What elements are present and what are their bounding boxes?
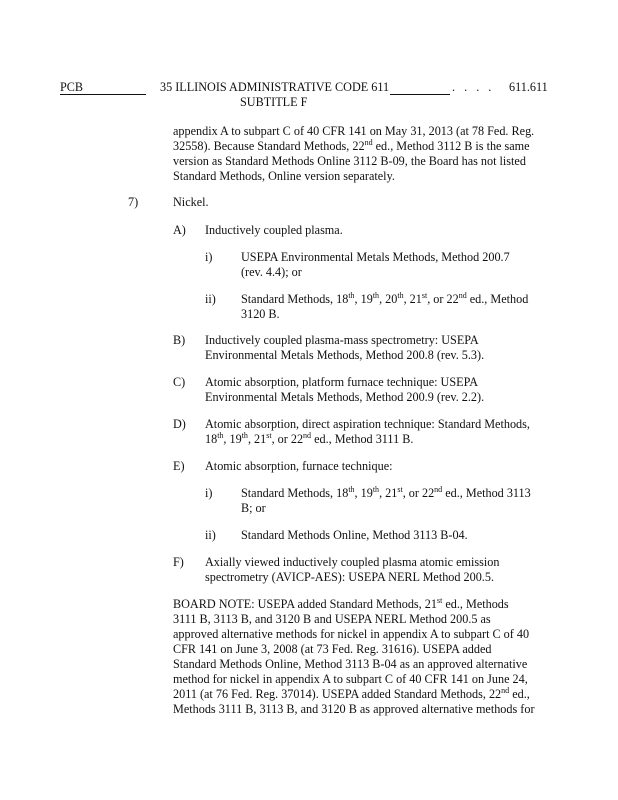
intro-line: appendix A to subpart C of 40 CFR 141 on May 31, 2013 (at 78 Fed. Reg.	[173, 124, 535, 138]
t: , or 22	[271, 432, 304, 446]
A-ii-text	[241, 292, 528, 322]
A-label: A)	[173, 223, 186, 237]
t: 18	[205, 432, 218, 446]
line: Environmental Metals Methods, Method 200.9 (rev. 2.2).	[205, 390, 485, 404]
t: , 21	[247, 432, 267, 446]
item-7-title: Nickel.	[173, 195, 209, 209]
header-rule-left	[60, 94, 146, 95]
header-section: 611.611	[509, 80, 548, 94]
line: Methods 3111 B, 3113 B, and 3120 B as approved alternative methods for	[173, 702, 535, 716]
sup: st	[397, 484, 403, 494]
A-text: Inductively coupled plasma.	[205, 223, 343, 237]
line: Inductively coupled plasma-mass spectrometry: USEPA	[205, 333, 479, 347]
E-i-label: i)	[205, 486, 213, 500]
C-label: C)	[173, 375, 186, 389]
line: method for nickel in appendix A to subpart C of 40 CFR 141 on June 24,	[173, 672, 528, 686]
D-label: D)	[173, 417, 186, 431]
F-text	[205, 555, 499, 585]
t: , 21	[403, 292, 422, 306]
sup: th	[397, 290, 404, 300]
sup: th	[372, 484, 380, 494]
intro-line: 32558). Because Standard Methods, 22nd ed., Method 3112 B is the same	[173, 137, 530, 153]
t: ed., Methods	[442, 597, 509, 611]
A-i-text	[241, 250, 510, 280]
item-7-number: 7)	[128, 195, 139, 209]
line: spectrometry (AVICP-AES): USEPA NERL Method 200.5.	[205, 570, 494, 584]
intro-paragraph	[173, 124, 533, 184]
sup: nd	[303, 430, 312, 440]
sup: th	[372, 290, 380, 300]
B-label: B)	[173, 333, 186, 347]
header-dots: . . . .	[452, 80, 495, 94]
F-label: F)	[173, 555, 184, 569]
A-ii-label: ii)	[205, 292, 216, 306]
t: , 19	[223, 432, 242, 446]
sup: th	[348, 290, 355, 300]
t: , 19	[354, 486, 373, 500]
line: Environmental Metals Methods, Method 200.8 (rev. 5.3).	[205, 348, 485, 362]
line: USEPA Environmental Metals Methods, Method 200.7	[241, 250, 510, 264]
t: Standard Methods, 18	[241, 486, 349, 500]
t: , or 22	[427, 292, 459, 306]
t: 2011 (at 76 Fed. Reg. 37014). USEPA added Standard Methods, 22	[173, 687, 502, 701]
t: BOARD NOTE: USEPA added Standard Methods, 21	[173, 597, 437, 611]
E-label: E)	[173, 459, 185, 473]
header-agency: PCB	[60, 80, 84, 94]
t: ed., Method	[466, 292, 529, 306]
t: Standard Methods, 18	[241, 292, 349, 306]
sup: nd	[501, 685, 510, 695]
line	[241, 292, 528, 307]
sup: st	[266, 430, 272, 440]
sup: th	[217, 430, 224, 440]
intro-line: Standard Methods, Online version separately.	[173, 169, 395, 183]
sup: nd	[458, 290, 467, 300]
sup: nd	[434, 484, 443, 494]
line: Atomic absorption, platform furnace technique: USEPA	[205, 375, 479, 389]
t: , or 22	[402, 486, 435, 500]
sup: nd	[364, 137, 373, 147]
sup: st	[436, 595, 443, 605]
board-note	[173, 597, 535, 717]
t: , 20	[379, 292, 398, 306]
sup: st	[421, 290, 428, 300]
line: Atomic absorption, direct aspiration technique: Standard Methods,	[205, 417, 530, 431]
E-ii-text: Standard Methods Online, Method 3113 B-04.	[241, 528, 468, 542]
t: ed.,	[509, 687, 530, 701]
C-text	[205, 375, 484, 405]
line: B; or	[241, 501, 266, 515]
header-rule-center	[390, 94, 450, 95]
t: , 21	[379, 486, 398, 500]
line	[173, 597, 535, 612]
line	[173, 687, 535, 702]
line: Standard Methods Online, Method 3113 B-04 as an approved alternative	[173, 657, 528, 671]
header-title: 35 ILLINOIS ADMINISTRATIVE CODE 611	[160, 80, 390, 94]
A-i-label: i)	[205, 250, 213, 264]
line: Axially viewed inductively coupled plasma atomic emission	[205, 555, 500, 569]
B-text	[205, 333, 484, 363]
t: , 19	[354, 292, 373, 306]
line	[205, 432, 530, 447]
line: CFR 141 on June 3, 2008 (at 73 Fed. Reg. 31616). USEPA added	[173, 642, 492, 656]
t: ed., Method 3113	[442, 486, 531, 500]
E-ii-label: ii)	[205, 528, 216, 542]
header-subtitle: SUBTITLE F	[240, 95, 308, 109]
line	[241, 486, 531, 501]
t: ed., Method 3111 B.	[311, 432, 414, 446]
sup: th	[241, 430, 248, 440]
intro-line: version as Standard Methods Online 3112 B-09, the Board has not listed	[173, 154, 526, 168]
line: 3111 B, 3113 B, and 3120 B and USEPA NERL Method 200.5 as	[173, 612, 491, 626]
sup: th	[348, 484, 355, 494]
line: approved alternative methods for nickel in appendix A to subpart C of 40	[173, 627, 530, 641]
E-text: Atomic absorption, furnace technique:	[205, 459, 393, 473]
line: 3120 B.	[241, 307, 280, 321]
D-text	[205, 417, 530, 447]
line: (rev. 4.4); or	[241, 265, 302, 279]
E-i-text	[241, 486, 531, 516]
